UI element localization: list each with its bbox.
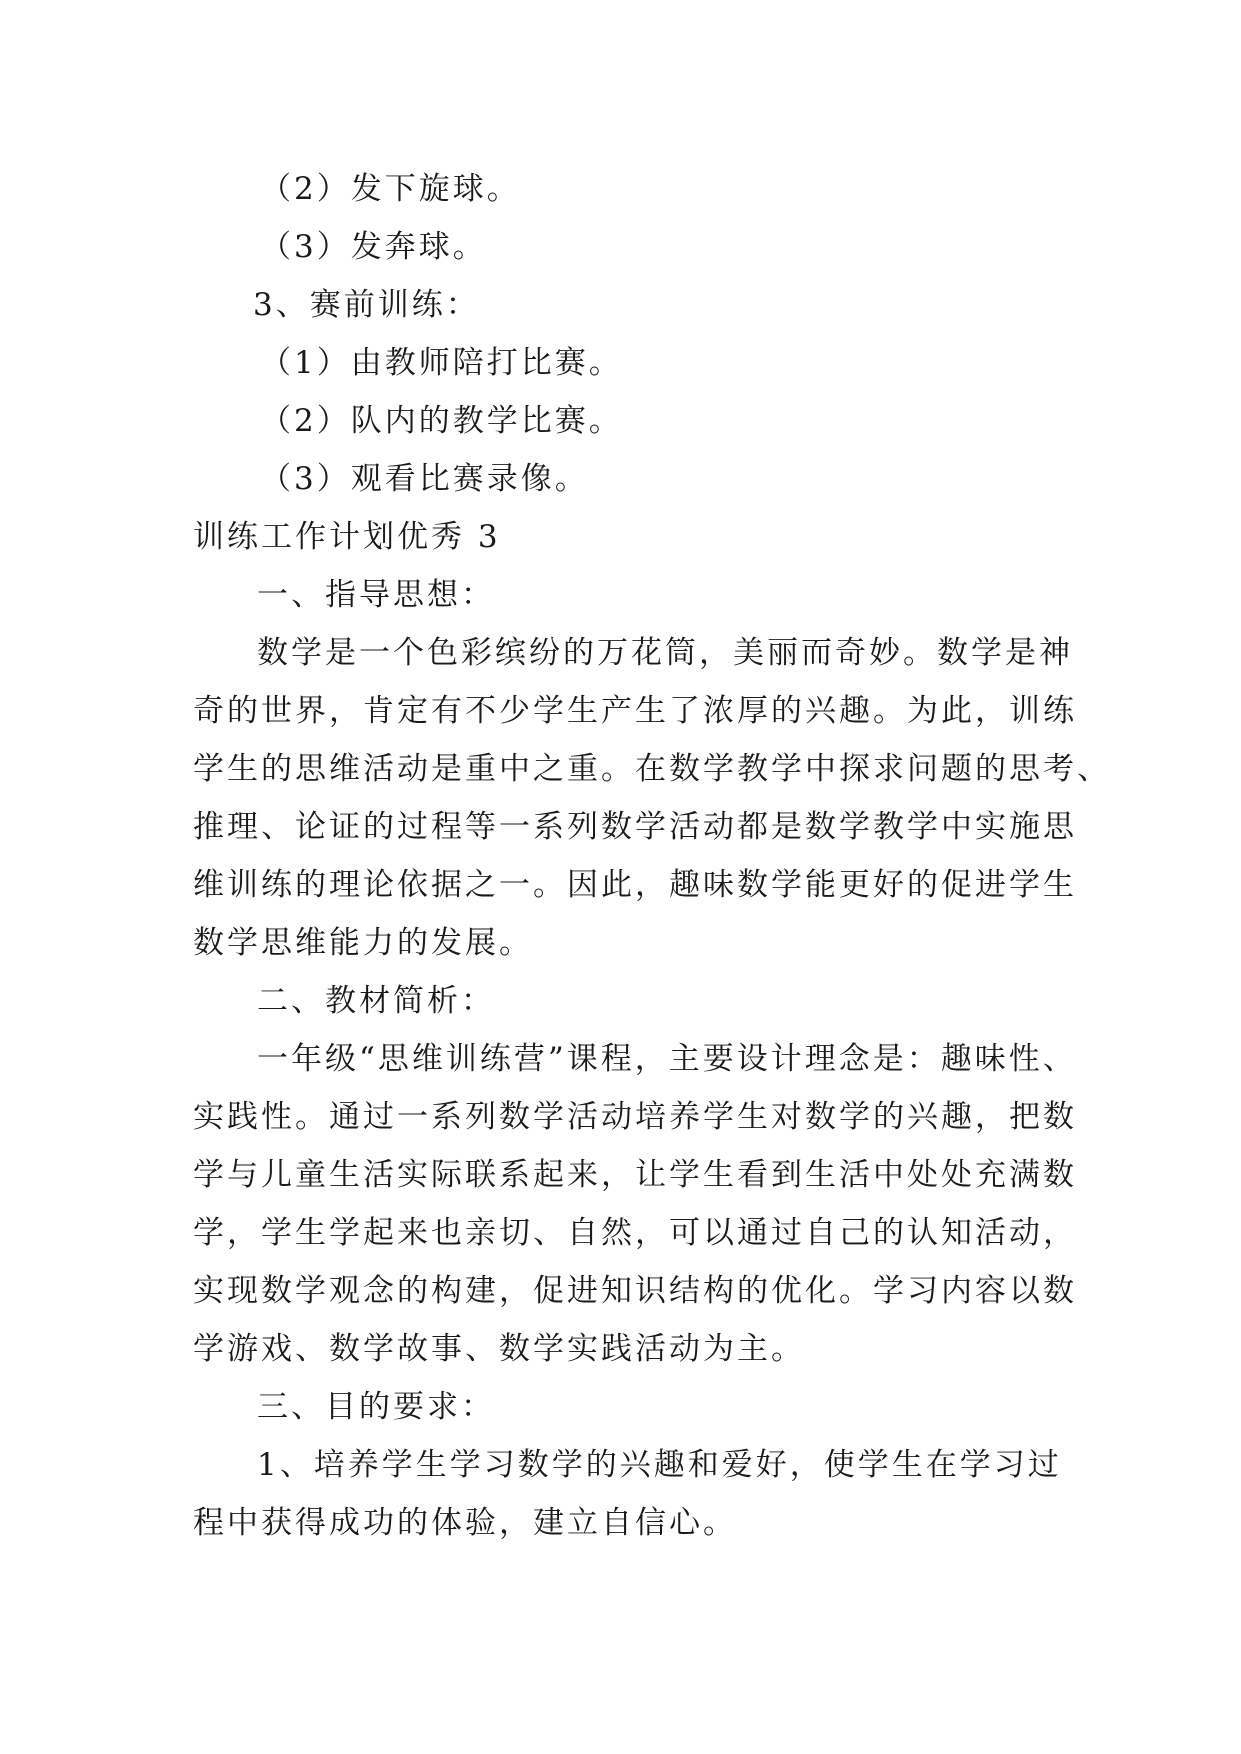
paragraph-line: 维训练的理论依据之一。因此，趣味数学能更好的促进学生	[193, 867, 1077, 903]
heading-guiding-ideology: 一、指导思想：	[257, 577, 495, 613]
list-item-team-match: （2）队内的教学比赛。	[260, 403, 623, 439]
heading-objectives: 三、目的要求：	[257, 1389, 495, 1425]
paragraph-line: 1、培养学生学习数学的兴趣和爱好，使学生在学习过	[257, 1447, 1062, 1483]
paragraph-line: 学，学生学起来也亲切、自然，可以通过自己的认知活动，	[193, 1215, 1077, 1251]
list-item-watch-video: （3）观看比赛录像。	[260, 461, 589, 497]
list-item-serve-fast: （3）发奔球。	[260, 229, 487, 265]
document-section-title: 训练工作计划优秀 3	[193, 519, 501, 555]
paragraph-line: 实现数学观念的构建，促进知识结构的优化。学习内容以数	[193, 1273, 1077, 1309]
paragraph-line: 数学思维能力的发展。	[193, 925, 533, 961]
section-pre-match-training: 3、赛前训练：	[253, 287, 480, 323]
paragraph-line: 学游戏、数学故事、数学实践活动为主。	[193, 1331, 805, 1367]
paragraph-line: 学与儿童生活实际联系起来，让学生看到生活中处处充满数	[193, 1157, 1077, 1193]
paragraph-line: 学生的思维活动是重中之重。在数学教学中探求问题的思考、	[193, 751, 1111, 787]
list-item-serve-backspin: （2）发下旋球。	[260, 171, 521, 207]
paragraph-line: 实践性。通过一系列数学活动培养学生对数学的兴趣，把数	[193, 1099, 1077, 1135]
paragraph-line: 一年级“思维训练营”课程，主要设计理念是：趣味性、	[257, 1041, 1077, 1077]
heading-textbook-analysis: 二、教材简析：	[257, 983, 495, 1019]
paragraph-line: 程中获得成功的体验，建立自信心。	[193, 1505, 737, 1541]
paragraph-line: 数学是一个色彩缤纷的万花筒，美丽而奇妙。数学是神	[257, 635, 1073, 671]
list-item-teacher-sparring: （1）由教师陪打比赛。	[260, 345, 623, 381]
paragraph-line: 奇的世界，肯定有不少学生产生了浓厚的兴趣。为此，训练	[193, 693, 1077, 729]
paragraph-line: 推理、论证的过程等一系列数学活动都是数学教学中实施思	[193, 809, 1077, 845]
document-body	[193, 160, 1111, 1552]
